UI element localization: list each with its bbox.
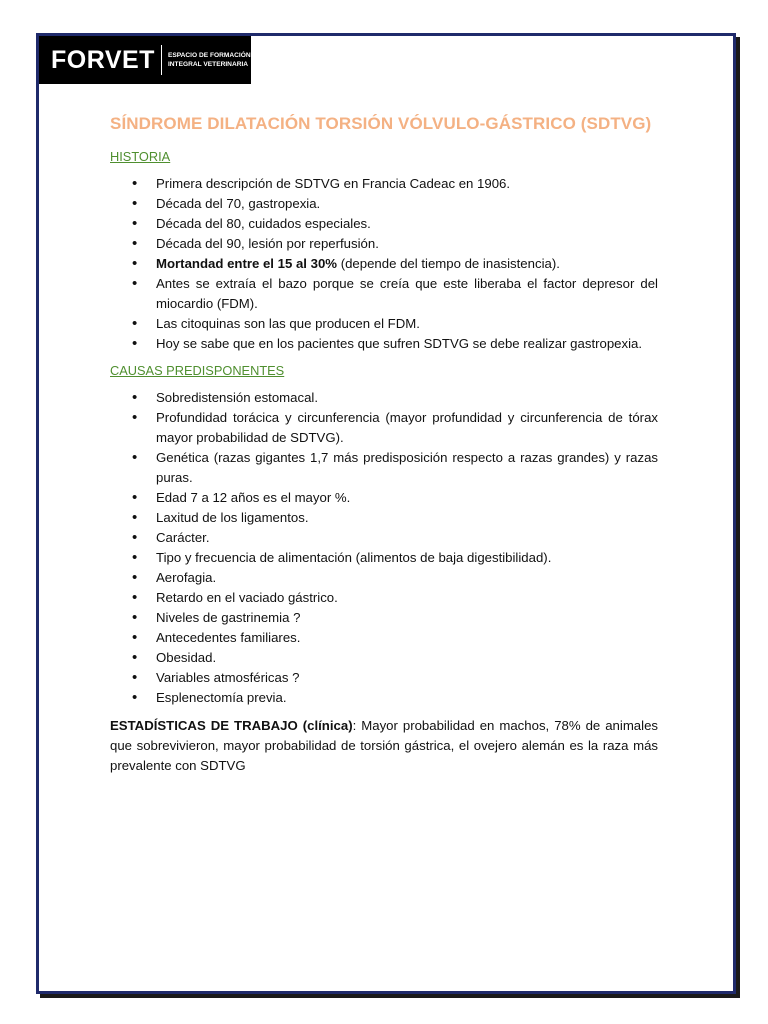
estadisticas-text: : Mayor probabilidad en machos, 78% de animales que sobrevivieron, mayor probabilidad de torsión gástrica, el ovejero alemán es la raza más prevalente con SDTVG: [110, 718, 658, 773]
document-body: [110, 112, 658, 789]
list-item: • Carácter.: [110, 528, 658, 548]
historia-list: [110, 174, 658, 354]
list-item: • Hoy se sabe que en los pacientes que sufren SDTVG se debe realizar gastropexia.: [110, 334, 658, 354]
list-item: • Tipo y frecuencia de alimentación (alimentos de baja digestibilidad).: [110, 548, 658, 568]
list-item: • Aerofagia.: [110, 568, 658, 588]
estadisticas-paragraph: [110, 716, 658, 776]
list-item: • Antecedentes familiares.: [110, 628, 658, 648]
list-item: • Obesidad.: [110, 648, 658, 668]
fornet-logo: [39, 36, 251, 84]
causas-list: [110, 388, 658, 708]
list-item: • Retardo en el vaciado gástrico.: [110, 588, 658, 608]
section-heading-causas: CAUSAS PREDISPONENTES: [110, 363, 285, 378]
list-item: • Las citoquinas son las que producen el FDM.: [110, 314, 658, 334]
section-heading-historia: HISTORIA: [110, 149, 171, 164]
logo-wordmark: FORVET: [51, 45, 155, 74]
logo-tagline-line-2: INTEGRAL VETERINARIA: [167, 61, 249, 68]
logo-tagline: [168, 51, 251, 69]
list-item: • Década del 90, lesión por reperfusión.: [110, 234, 658, 254]
list-item: • Laxitud de los ligamentos.: [110, 508, 658, 528]
list-item: • Genética (razas gigantes 1,7 más predisposición respecto a razas grandes) y razas puras.: [110, 448, 658, 488]
logo-tagline-line-1: ESPACIO DE FORMACIÓN: [167, 52, 251, 59]
list-item: • Primera descripción de SDTVG en Francia Cadeac en 1906.: [110, 174, 658, 194]
document-title: SÍNDROME DILATACIÓN TORSIÓN VÓLVULO-GÁSTRICO (SDTVG): [110, 114, 652, 133]
list-item: • Sobredistensión estomacal.: [110, 388, 658, 408]
list-item: • Década del 80, cuidados especiales.: [110, 214, 658, 234]
list-item: • Niveles de gastrinemia ?: [110, 608, 658, 628]
list-item: • Década del 70, gastropexia.: [110, 194, 658, 214]
list-item: • Profundidad torácica y circunferencia (mayor profundidad y circunferencia de tórax mayor probabilidad de SDTVG).: [110, 408, 658, 448]
list-item: • Mortandad entre el 15 al 30% (depende del tiempo de inasistencia).: [110, 254, 658, 274]
list-item: • Variables atmosféricas ?: [110, 668, 658, 688]
list-item: • Antes se extraía el bazo porque se creía que este liberaba el factor depresor del miocardio (FDM).: [110, 274, 658, 314]
logo-divider: [161, 45, 162, 75]
list-item: • Edad 7 a 12 años es el mayor %.: [110, 488, 658, 508]
list-item: • Esplenectomía previa.: [110, 688, 658, 708]
estadisticas-label: ESTADÍSTICAS DE TRABAJO (clínica): [110, 718, 353, 733]
